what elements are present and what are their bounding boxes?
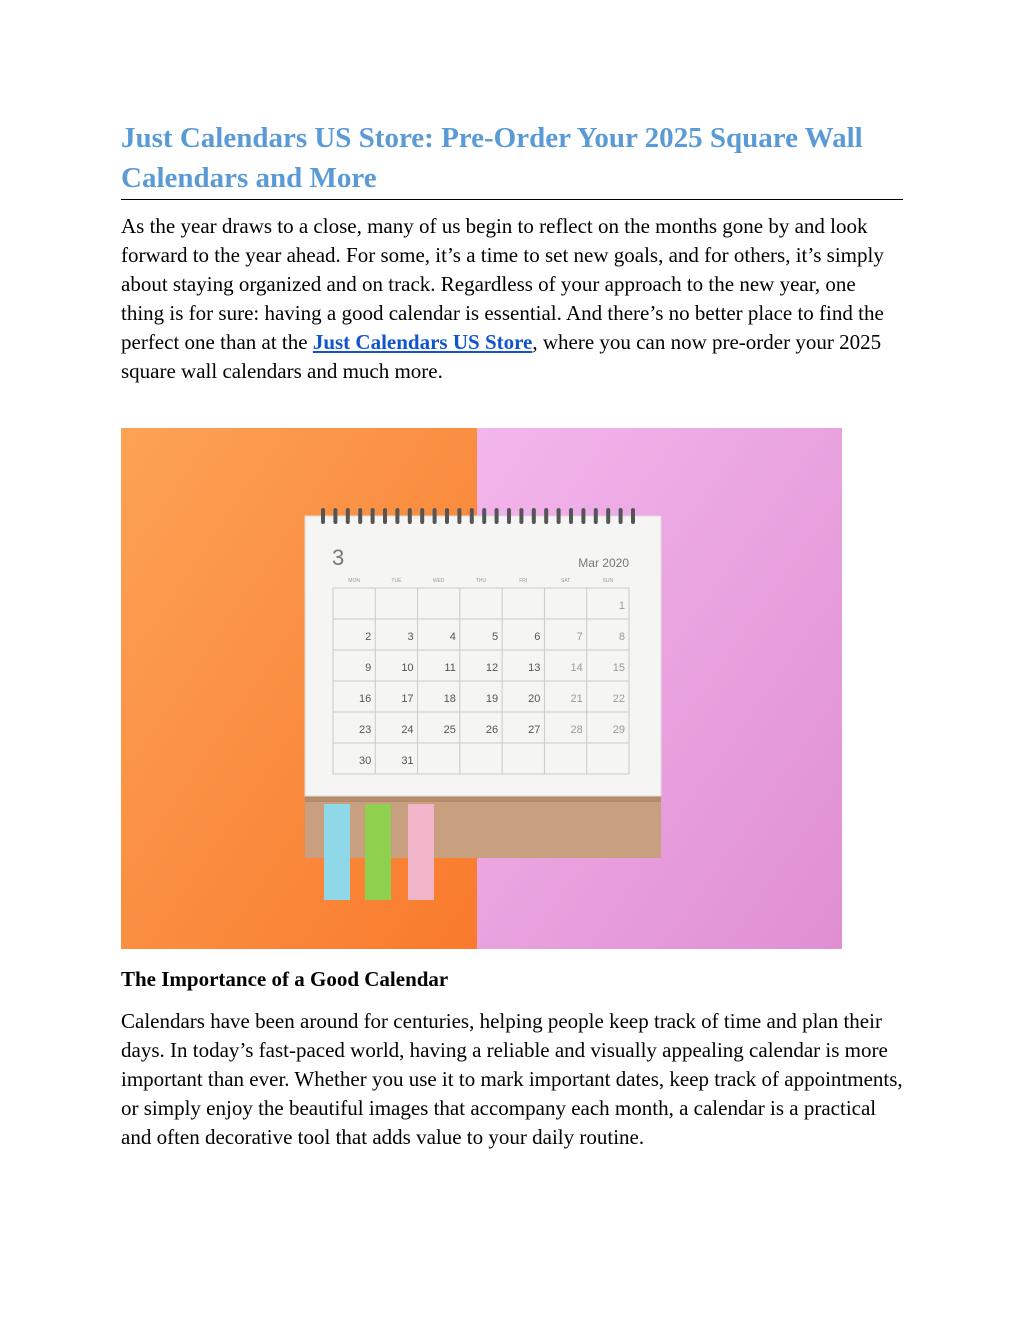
- calendar-day: 24: [401, 724, 414, 736]
- article-title: Just Calendars US Store: Pre-Order Your 2025 Square Wall Calendars and More: [121, 118, 903, 200]
- spiral-ring: [606, 508, 610, 524]
- spiral-ring: [532, 508, 536, 524]
- calendar-day: 6: [534, 631, 541, 643]
- calendar-day: 26: [485, 724, 499, 736]
- calendar-day: 21: [570, 693, 583, 705]
- intro-text-end: , where you can now pre-order your 2025 square wall calendars and much more.: [121, 330, 882, 383]
- spiral-ring: [358, 508, 362, 524]
- spiral-ring: [470, 508, 474, 524]
- weekday-label: THU: [475, 578, 487, 584]
- calendar-day: 2: [365, 631, 372, 643]
- sticky-tab-pink: [408, 804, 434, 900]
- calendar-day: 3: [407, 631, 414, 643]
- sticky-tab-green: [365, 804, 391, 900]
- calendar-day: 23: [359, 724, 372, 736]
- spiral-ring: [544, 508, 548, 524]
- calendar-day: 29: [612, 724, 625, 736]
- calendar-day: 11: [444, 662, 456, 674]
- section-paragraph: Calendars have been around for centuries, helping people keep track of time and plan their days. In today’s fast-paced world, having a reliable and visually appealing calendar is more important than ever. Whether you use it to mark important dates, keep track of appointments, or simply enjoy the beautiful images that accompany each month, a calendar is a practical and often decorative tool that adds value to your daily routine.: [121, 1009, 903, 1149]
- calendar-day: 17: [401, 693, 414, 705]
- spiral-ring: [519, 508, 523, 524]
- spiral-ring: [457, 508, 461, 524]
- calendar-day: 27: [528, 724, 541, 736]
- calendar-day: 18: [443, 693, 456, 705]
- spiral-ring: [395, 508, 399, 524]
- spiral-ring: [631, 508, 635, 524]
- calendar-day: 30: [359, 755, 372, 767]
- intro-paragraph: [121, 212, 903, 386]
- spiral-ring: [371, 508, 375, 524]
- spiral-ring: [594, 508, 598, 524]
- calendar-day: 13: [528, 662, 541, 674]
- spiral-ring: [333, 508, 337, 524]
- intro-text-start: As the year draws to a close, many of us begin to reflect on the months gone by and look forward to the year ahead. For some, it’s a time to set new goals, and for others, it’s simply about staying organized and on track. Regardless of your approach to the new year, one thing is for sure: having a good calendar is essential. And there’s no better place to find the perfect one than at the: [121, 214, 884, 354]
- calendar-day: 22: [612, 693, 625, 705]
- calendar-day: 12: [485, 662, 499, 674]
- calendar-day: 16: [359, 693, 372, 705]
- calendar-day: 31: [401, 755, 414, 767]
- calendar-day: 28: [570, 724, 583, 736]
- calendar-day: 4: [449, 631, 456, 643]
- calendar-day: 10: [401, 662, 414, 674]
- calendar-day: 7: [576, 631, 583, 643]
- calendar-base: [305, 796, 661, 858]
- spiral-ring: [495, 508, 499, 524]
- weekday-label: SAT: [560, 578, 571, 584]
- desk-calendar-photo: [121, 428, 842, 949]
- spiral-ring: [420, 508, 424, 524]
- spiral-ring: [408, 508, 412, 524]
- spiral-ring: [383, 508, 387, 524]
- spiral-ring: [321, 508, 325, 524]
- weekday-label: SUN: [602, 578, 614, 584]
- spiral-ring: [619, 508, 623, 524]
- section-heading: The Importance of a Good Calendar: [121, 967, 449, 991]
- calendar-day: 15: [612, 662, 625, 674]
- calendar-day: 20: [528, 693, 541, 705]
- calendar-day: 9: [365, 662, 372, 674]
- spiral-ring: [581, 508, 585, 524]
- spiral-ring: [482, 508, 486, 524]
- calendar-day: 1: [618, 600, 625, 612]
- calendar-day: 19: [485, 693, 499, 705]
- weekday-label: TUE: [391, 578, 402, 584]
- calendar-month-label: Mar 2020: [578, 556, 629, 570]
- weekday-label: WED: [432, 578, 445, 584]
- spiral-ring: [433, 508, 437, 524]
- calendar-day: 25: [443, 724, 456, 736]
- calendar-month-number: 3: [332, 545, 345, 570]
- calendar-day: 5: [492, 631, 499, 643]
- spiral-ring: [507, 508, 511, 524]
- sticky-tab-blue: [324, 804, 350, 900]
- spiral-ring: [346, 508, 350, 524]
- weekday-label: MON: [348, 578, 360, 584]
- spiral-ring: [569, 508, 573, 524]
- calendar-day: 8: [618, 631, 625, 643]
- calendar-day: 14: [570, 662, 583, 674]
- just-calendars-store-link[interactable]: Just Calendars US Store: [312, 330, 533, 354]
- spiral-ring: [445, 508, 449, 524]
- weekday-label: FRI: [519, 578, 528, 584]
- spiral-ring: [557, 508, 561, 524]
